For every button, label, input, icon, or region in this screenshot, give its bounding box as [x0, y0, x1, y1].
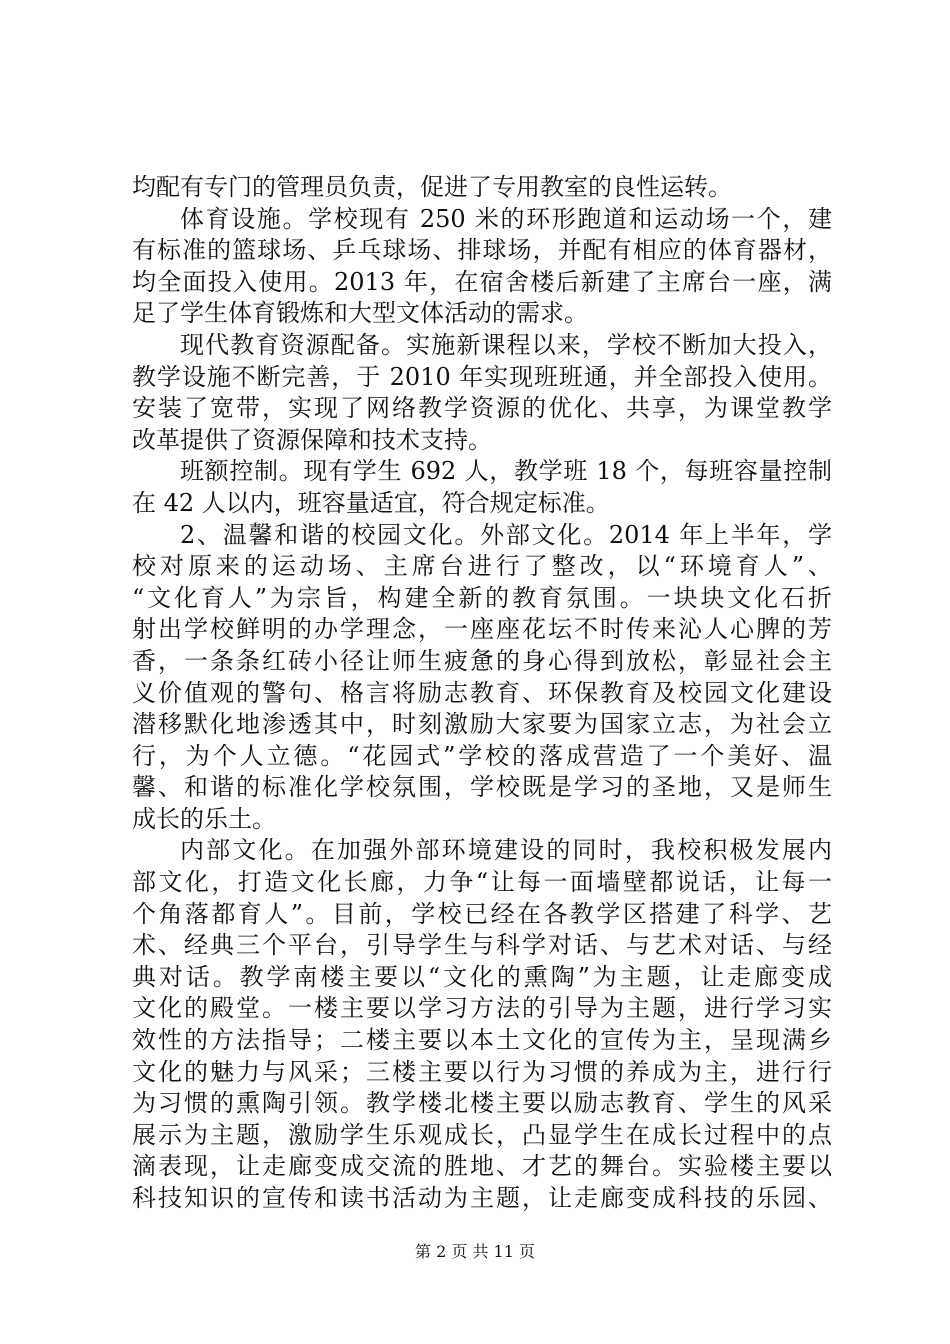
text-line: 部文化，打造文化长廊，力争“让每一面墙壁都说话，让每一 [132, 868, 832, 897]
text-line: 展示为主题，激励学生乐观成长，凸显学生在成长过程中的点 [132, 1120, 832, 1149]
text-line: 行，为个人立德。“花园式”学校的落成营造了一个美好、温 [132, 741, 832, 770]
text-line: 均全面投入使用。2013 年，在宿舍楼后新建了主席台一座，满 [132, 267, 832, 296]
text-line: 文化的魅力与风采；三楼主要以行为习惯的养成为主，进行行 [132, 1057, 832, 1086]
text-line: 安装了宽带，实现了网络教学资源的优化、共享，为课堂教学 [132, 394, 832, 423]
text-line: “文化育人”为宗旨，构建全新的教育氛围。一块块文化石折 [132, 583, 832, 612]
text-line: 教学设施不断完善，于 2010 年实现班班通，并全部投入使用。 [132, 362, 832, 391]
text-line: 2、温馨和谐的校园文化。外部文化。2014 年上半年，学 [180, 520, 832, 549]
text-line: 义价值观的警句、格言将励志教育、环保教育及校园文化建设 [132, 678, 832, 707]
text-line: 馨、和谐的标准化学校氛围，学校既是学习的圣地，又是师生 [132, 773, 832, 802]
text-line: 改革提供了资源保障和技术支持。 [132, 425, 492, 454]
text-line: 术、经典三个平台，引导学生与科学对话、与艺术对话、与经 [132, 931, 832, 960]
text-line: 典对话。教学南楼主要以“文化的熏陶”为主题，让走廊变成 [132, 962, 832, 991]
text-line: 科技知识的宣传和读书活动为主题，让走廊变成科技的乐园、 [132, 1184, 832, 1212]
text-line: 香，一条条红砖小径让师生疲惫的身心得到放松，彰显社会主 [132, 646, 832, 675]
text-line: 校对原来的运动场、主席台进行了整改，以“环境育人”、 [132, 552, 832, 581]
text-line: 班额控制。现有学生 692 人，教学班 18 个，每班容量控制 [180, 457, 832, 486]
text-line: 射出学校鲜明的办学理念，一座座花坛不时传来沁人心脾的芳 [132, 615, 832, 644]
text-line: 文化的殿堂。一楼主要以学习方法的引导为主题，进行学习实 [132, 994, 832, 1023]
text-line: 现代教育资源配备。实施新课程以来，学校不断加大投入， [180, 330, 832, 359]
page-footer: 第 2 页 共 11 页 [415, 1242, 535, 1261]
text-line: 成长的乐土。 [132, 804, 276, 833]
text-line: 滴表现，让走廊变成交流的胜地、才艺的舞台。实验楼主要以 [132, 1152, 832, 1181]
text-line: 均配有专门的管理员负责，促进了专用教室的良性运转。 [132, 173, 732, 201]
text-line: 效性的方法指导；二楼主要以本土文化的宣传为主，呈现满乡 [132, 1026, 832, 1055]
text-line: 潜移默化地渗透其中，时刻激励大家要为国家立志，为社会立 [132, 710, 832, 739]
document-body [132, 172, 832, 1215]
text-line: 为习惯的熏陶引领。教学楼北楼主要以励志教育、学生的风采 [132, 1089, 832, 1118]
text-line: 个角落都育人”。目前，学校已经在各教学区搭建了科学、艺 [132, 899, 832, 928]
text-line: 体育设施。学校现有 250 米的环形跑道和运动场一个，建 [180, 204, 832, 233]
text-line: 在 42 人以内，班容量适宜，符合规定标准。 [132, 488, 610, 517]
text-line: 内部文化。在加强外部环境建设的同时，我校积极发展内 [180, 836, 832, 865]
text-line: 有标准的篮球场、乒乓球场、排球场，并配有相应的体育器材， [132, 236, 832, 265]
text-line: 足了学生体育锻炼和大型文体活动的需求。 [132, 299, 588, 328]
